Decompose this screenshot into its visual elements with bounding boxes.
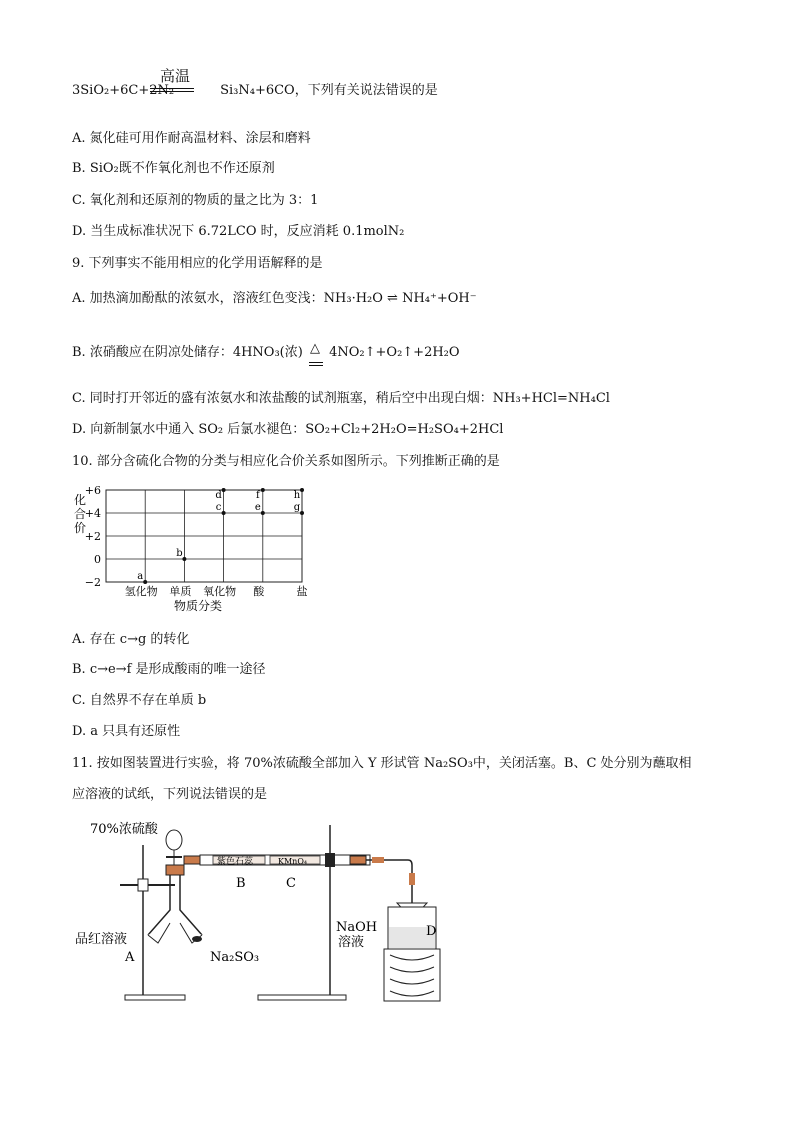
q9-stem: 9. 下列事实不能用相应的化学用语解释的是 xyxy=(72,256,323,271)
eq-left: 3SiO₂+6C+2N₂ xyxy=(72,83,175,98)
eq-right: Si₃N₄+6CO xyxy=(220,83,295,98)
q9-option-d: D. 向新制氯水中通入 SO₂ 后氯水褪色：SO₂+Cl₂+2H₂O=H₂SO₄+2HCl xyxy=(72,422,504,437)
chart-point-h xyxy=(300,488,304,492)
apparatus-diagram xyxy=(70,815,450,1010)
reaction-condition: 高温 xyxy=(160,67,191,85)
paper-b-text: 紫色石蕊 xyxy=(217,857,254,867)
label-a: A xyxy=(125,950,135,965)
q8-prompt: ，下列有关说法错误的是 xyxy=(294,83,438,98)
chart-category-label: 氢化物 xyxy=(124,585,158,598)
chart-point-c xyxy=(222,511,226,515)
label-na2so3: Na₂SO₃ xyxy=(210,950,260,965)
funnel-bulb xyxy=(166,830,182,850)
q9-option-c: C. 同时打开邻近的盛有浓氨水和浓盐酸的试剂瓶塞，稍后空中出现白烟：NH₃+HCl=NH₄Cl xyxy=(72,391,610,406)
wood-block xyxy=(384,949,440,1001)
q10-option-c: C. 自然界不存在单质 b xyxy=(72,693,207,708)
q10-option-d: D. a 只具有还原性 xyxy=(72,724,181,739)
chart-category-label: 单质 xyxy=(169,585,192,598)
q8-equation xyxy=(72,82,438,100)
chart-point-e xyxy=(261,511,265,515)
label-acid: 70%浓硫酸 xyxy=(90,822,158,837)
left-clamp-knob xyxy=(138,879,148,891)
chart-point-label-f: f xyxy=(255,490,260,501)
chart-ylabel-char: 合 xyxy=(73,507,87,521)
q10-option-b: B. c→e→f 是形成酸雨的唯一途径 xyxy=(72,662,266,677)
chart-y-tick-label: −2 xyxy=(84,576,101,589)
chart-point-g xyxy=(300,511,304,515)
chart-point-label-b: b xyxy=(176,548,183,559)
chart-point-label-d: d xyxy=(215,490,222,501)
chart-point-a xyxy=(143,580,147,584)
chart-grid xyxy=(106,490,302,582)
chart-y-tick-label: +2 xyxy=(84,530,101,543)
chart-point-b xyxy=(182,557,186,561)
chart-xlabel: 物质分类 xyxy=(173,599,223,613)
label-naoh-solution: 溶液 xyxy=(338,935,365,950)
q8-option-a: A. 氮化硅可用作耐高温材料、涂层和磨料 xyxy=(72,131,311,146)
chart-point-label-g: g xyxy=(293,502,301,513)
chart-point-label-h: h xyxy=(293,490,301,501)
q9-option-b-suffix: 4NO₂↑+O₂↑+2H₂O xyxy=(329,345,460,360)
q11-stem-line2: 应溶液的试纸，下列说法错误的是 xyxy=(72,787,268,802)
q9-option-a: A. 加热滴加酚酞的浓氨水，溶液红色变浅：NH₃·H₂O ⇌ NH₄⁺+OH⁻ xyxy=(72,291,477,306)
rubber-joint-1 xyxy=(372,857,384,863)
chart-point-d xyxy=(222,488,226,492)
chart-point-label-e: e xyxy=(254,502,261,513)
chart-category-label: 酸 xyxy=(253,585,265,598)
chart-y-tick-label: +6 xyxy=(84,484,101,497)
chart-ylabel-char: 价 xyxy=(73,521,87,535)
q10-option-a: A. 存在 c→g 的转化 xyxy=(72,632,190,647)
valence-classification-chart xyxy=(66,482,326,618)
q8-option-b: B. SiO₂既不作氧化剂也不作还原剂 xyxy=(72,161,275,176)
chart-point-label-c: c xyxy=(215,502,222,513)
label-d: D xyxy=(426,924,437,939)
chart-point-label-a: a xyxy=(137,571,144,582)
right-stand-base xyxy=(258,995,346,1000)
label-a-solution: 品红溶液 xyxy=(75,932,128,947)
q8-option-d: D. 当生成标准状况下 6.72LCO 时，反应消耗 0.1molN₂ xyxy=(72,224,405,239)
q10-stem: 10. 部分含硫化合物的分类与相应化合价关系如图所示。下列推断正确的是 xyxy=(72,454,500,469)
outlet-tube xyxy=(366,860,412,905)
chart-x-categories xyxy=(125,584,308,598)
chart-ylabel-char: 化 xyxy=(73,493,87,507)
label-b: B xyxy=(236,876,246,891)
right-clamp xyxy=(325,853,335,867)
label-naoh: NaOH xyxy=(336,920,378,935)
chart-category-label: 盐 xyxy=(296,585,308,598)
label-c: C xyxy=(286,876,296,891)
rubber-stopper xyxy=(166,865,184,875)
paper-c-text: KMnO₄ xyxy=(278,857,308,866)
na2so3-solid xyxy=(192,936,202,942)
left-stand-base xyxy=(125,995,185,1000)
tube-stopper-right xyxy=(350,856,366,864)
rubber-joint-2 xyxy=(409,873,415,885)
q9-option-b-prefix: B. 浓硝酸应在阴凉处储存：4HNO₃(浓) xyxy=(72,345,303,360)
heat-condition: △ xyxy=(309,341,320,356)
q9-option-b xyxy=(72,341,460,362)
chart-y-tick-label: +4 xyxy=(84,507,101,520)
chart-y-tick-label: 0 xyxy=(94,553,101,566)
tube-stopper-left xyxy=(184,856,200,864)
q11-stem-line1: 11. 按如图装置进行实验，将 70%浓硫酸全部加入 Y 形试管 Na₂SO₃中，关闭活塞。B、C 处分别为蘸取相 xyxy=(72,756,692,771)
q8-option-c: C. 氧化剂和还原剂的物质的量之比为 3：1 xyxy=(72,193,319,208)
chart-point-f xyxy=(261,488,265,492)
chart-category-label: 氧化物 xyxy=(203,585,237,598)
chart-y-ticks xyxy=(85,484,101,589)
